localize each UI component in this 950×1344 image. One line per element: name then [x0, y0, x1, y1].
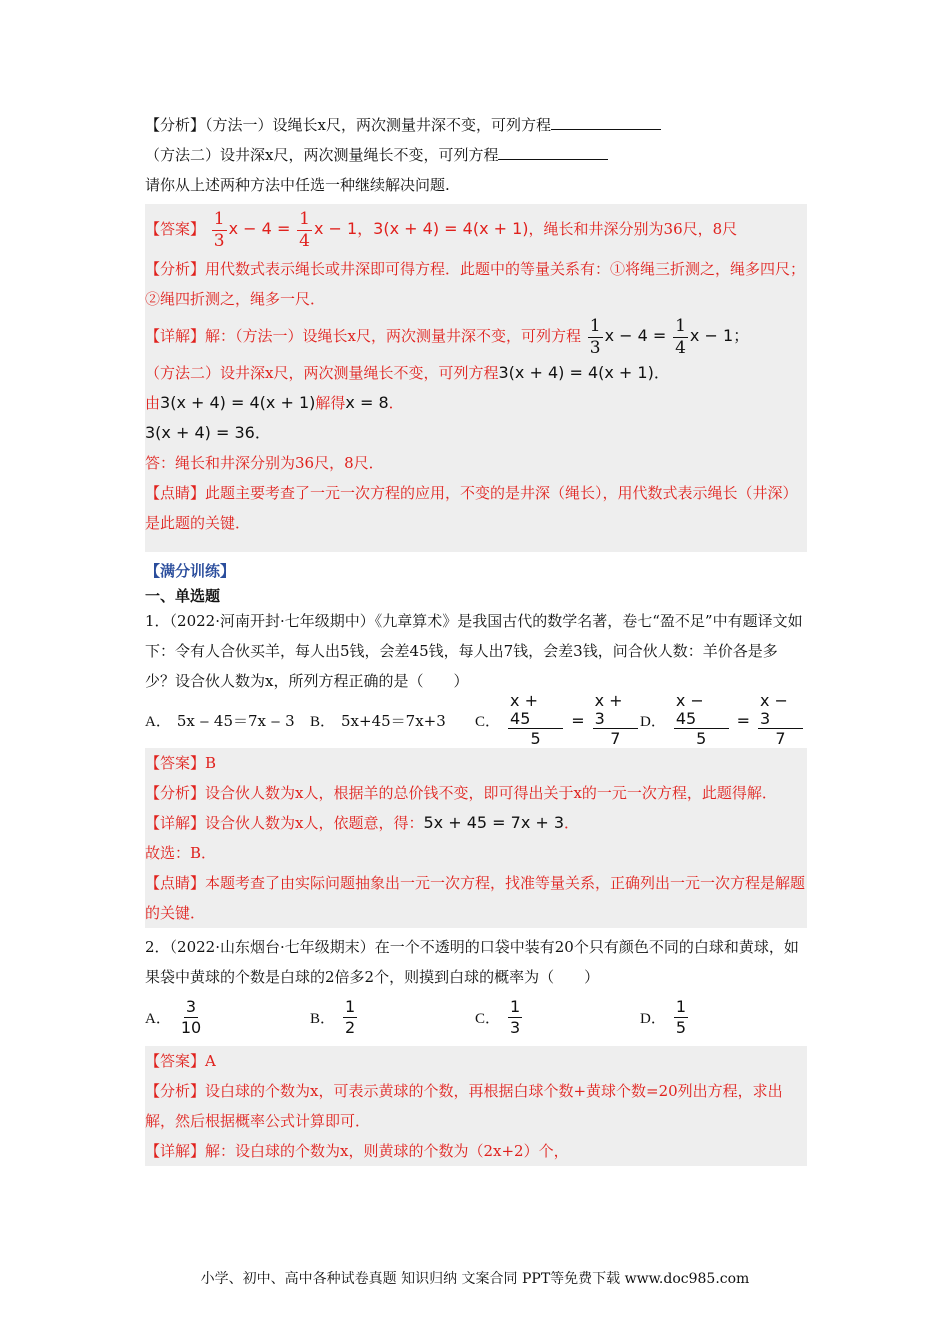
option-d[interactable]: D． $\frac{x - 45}{5}$ = $\frac{x - 3}{7}$	[640, 692, 805, 748]
page-footer: 小学、初中、高中各种试卷真题 知识归纳 文案合同 PPT等免费下载 www.doc985.com	[200, 1271, 750, 1287]
intro-line-2	[145, 140, 807, 170]
intro-method-2: （方法二）设井深x尺，两次测量绳长不变，可列方程	[145, 146, 499, 164]
analysis-paragraph: 【分析】用代数式表示绳长或井深即可得方程．此题中的等量关系有：①将绳三折测之，绳多四尺；②绳四折测之，绳多一尺．	[145, 260, 806, 308]
fraction: $\frac{1}{2}$	[345, 996, 356, 1037]
fraction: $\frac{1}{3}$	[510, 996, 521, 1037]
q1-answer: 【答案】B	[145, 754, 217, 772]
answer-blank-1[interactable]	[551, 115, 661, 130]
answer-line: 【答案】 $\frac{1}{3}$ x − 4 = $\frac{1}{4}$ x − 1，3(x + 4) = 4(x + 1)，绳长和井深分别为36尺，8尺	[145, 208, 738, 251]
analysis-tag: 【分析】	[145, 116, 206, 134]
question-2-options	[145, 992, 807, 1042]
solution-block-3	[145, 1046, 807, 1166]
option-a[interactable]: A． $\frac{3}{10}$	[145, 996, 202, 1037]
q1-detail: 【详解】设合伙人数为x人，依题意，得：5x + 45 = 7x + 3．	[145, 813, 580, 832]
fraction: $\frac{1}{3}$	[589, 315, 601, 358]
solution-block-1	[145, 204, 807, 552]
intro-line-1	[145, 110, 807, 140]
question-1: 1．（2022·河南开封·七年级期中）《九章算术》是我国古代的数学名著，卷七“盈不足”中有题译文如下：令有人合伙买羊，每人出5钱，会差45钱，每人出7钱，会差3钱，问合伙人数：羊价各是多少？设合伙人数为x，所列方程正确的是（ ）	[145, 612, 803, 690]
answer-blank-2[interactable]	[498, 145, 608, 160]
section-title: 【满分训练】	[145, 562, 236, 580]
intro-line-3: 请你从上述两种方法中任选一种继续解决问题.	[145, 176, 450, 194]
fraction: $\frac{3}{10}$	[180, 996, 202, 1037]
calc-line: 3(x + 4) = 36．	[145, 423, 271, 442]
detail-line: 【详解】解：（方法一）设绳长x尺，两次测量井深不变，可列方程 $\frac{1}{3}$ x − 4 = $\frac{1}{4}$ x − 1；	[145, 315, 750, 358]
fraction: $\frac{x - 3}{7}$	[758, 692, 803, 748]
answer-statement: 答：绳长和井深分别为36尺，8尺．	[145, 454, 384, 472]
q2-detail: 【详解】解：设白球的个数为x，则黄球的个数为（2x+2）个，	[145, 1142, 569, 1160]
fraction: $\frac{x + 3}{7}$	[593, 692, 638, 748]
fraction: $\frac{1}{4}$	[675, 315, 686, 358]
solution-block-2	[145, 748, 807, 928]
fraction: $\frac{x - 45}{5}$	[674, 692, 729, 748]
comment-paragraph: 【点睛】此题主要考查了一元一次方程的应用，不变的是井深（绳长），用代数式表示绳长（井深）是此题的关键．	[145, 484, 798, 532]
question-2: 2．（2022·山东烟台·七年级期末）在一个不透明的口袋中装有20个只有颜色不同的白球和黄球，如果袋中黄球的个数是白球的2倍多2个，则摸到白球的概率为（ ）	[145, 938, 799, 986]
method-2-line: （方法二）设井深x尺，两次测量绳长不变，可列方程3(x + 4) = 4(x + 1)．	[145, 363, 670, 382]
option-c[interactable]: C． $\frac{x + 45}{5}$ = $\frac{x + 3}{7}$	[475, 692, 640, 748]
option-a[interactable]: A． 5x ‒ 45＝7x ‒ 3	[145, 711, 295, 730]
document-page	[145, 110, 807, 1170]
q1-analysis: 【分析】设合伙人数为x人，根据羊的总价钱不变，即可得出关于x的一元一次方程，此题得解．	[145, 784, 777, 802]
fraction: $\frac{1}{5}$	[675, 996, 687, 1037]
fraction: $\frac{x + 45}{5}$	[508, 692, 563, 748]
q1-choice: 故选：B．	[145, 844, 217, 862]
option-d[interactable]: D． $\frac{1}{5}$	[640, 996, 687, 1037]
intro-method-1: （方法一）设绳长x尺，两次测量井深不变，可列方程	[205, 116, 551, 134]
q2-answer: 【答案】A	[145, 1052, 216, 1070]
q2-analysis: 【分析】设白球的个数为x，可表示黄球的个数，再根据白球个数+黄球个数=20列出方程，求出解，然后根据概率公式计算即可．	[145, 1082, 783, 1130]
question-1-options	[145, 691, 807, 749]
option-c[interactable]: C． $\frac{1}{3}$	[475, 996, 521, 1037]
fraction: $\frac{1}{3}$	[213, 208, 225, 251]
q1-comment: 【点睛】本题考查了由实际问题抽象出一元一次方程，找准等量关系，正确列出一元一次方程是解题的关键．	[145, 874, 806, 922]
subsection-title: 一、单选题	[145, 587, 221, 605]
option-b[interactable]: B． $\frac{1}{2}$	[310, 996, 356, 1037]
fraction: $\frac{1}{4}$	[299, 208, 310, 251]
solve-line: 由3(x + 4) = 4(x + 1)解得x = 8．	[145, 393, 404, 412]
option-b[interactable]: B． 5x+45＝7x+3	[310, 711, 446, 730]
